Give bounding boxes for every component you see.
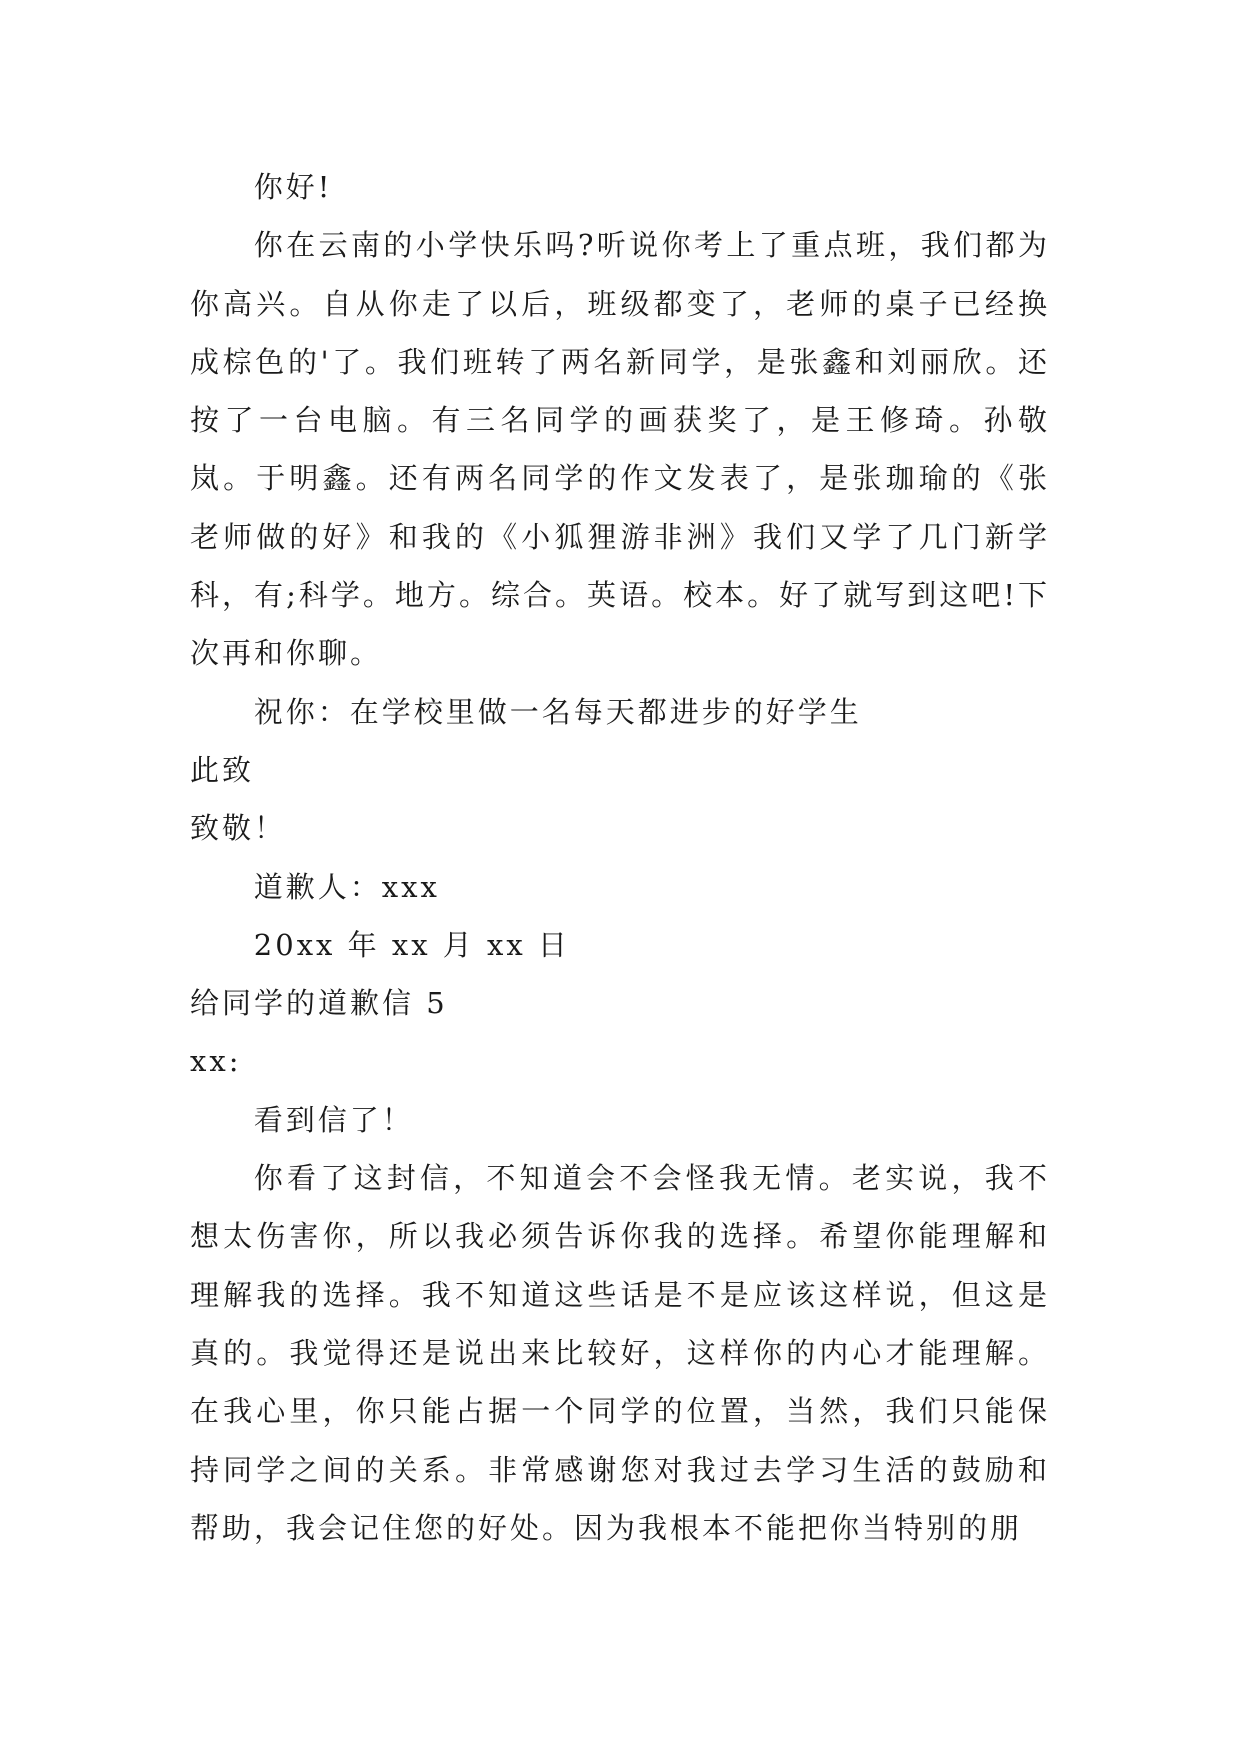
section-title: 给同学的道歉信 5 (190, 986, 448, 1021)
letter-paragraph: 你看了这封信，不知道会不会怪我无情。老实说，我不想太伤害你，所以我必须告诉你我的选择。希望你能理解和理解我的选择。我不知道这些话是不是应该这样说，但这是真的。我觉得还是说出来比较好，这样你的内心才能理解。在我心里，你只能占据一个同学的位置，当然，我们只能保持同学之间的关系。非常感谢您对我过去学习生活的鼓励和帮助，我会记住您的好处。因为我根本不能把你当特别的朋 (190, 1161, 1050, 1545)
opening-line: 看到信了！ (253, 1102, 414, 1137)
date-line: 20xx 年 xx 月 xx 日 (253, 927, 570, 962)
letter-body (190, 158, 1050, 1557)
closing-line: 此致 (190, 752, 255, 787)
signature: 道歉人：xxx (253, 869, 440, 904)
wish-line: 祝你：在学校里做一名每天都进步的好学生 (253, 694, 862, 729)
greeting: 你好! (253, 170, 333, 204)
letter-paragraph: 你在云南的小学快乐吗?听说你考上了重点班，我们都为你高兴。自从你走了以后，班级都变了，老师的桌子已经换成棕色的'了。我们班转了两名新同学，是张鑫和刘丽欣。还按了一台电脑。有三名同学的画获奖了，是王修琦。孙敬岚。于明鑫。还有两名同学的作文发表了，是张珈瑜的《张老师做的好》和我的《小狐狸游非洲》我们又学了几门新学科，有;科学。地方。综合。英语。校本。好了就写到这吧!下次再和你聊。 (190, 228, 1050, 671)
salutation: xx: (190, 1044, 242, 1079)
closing-salute: 致敬！ (190, 811, 287, 846)
